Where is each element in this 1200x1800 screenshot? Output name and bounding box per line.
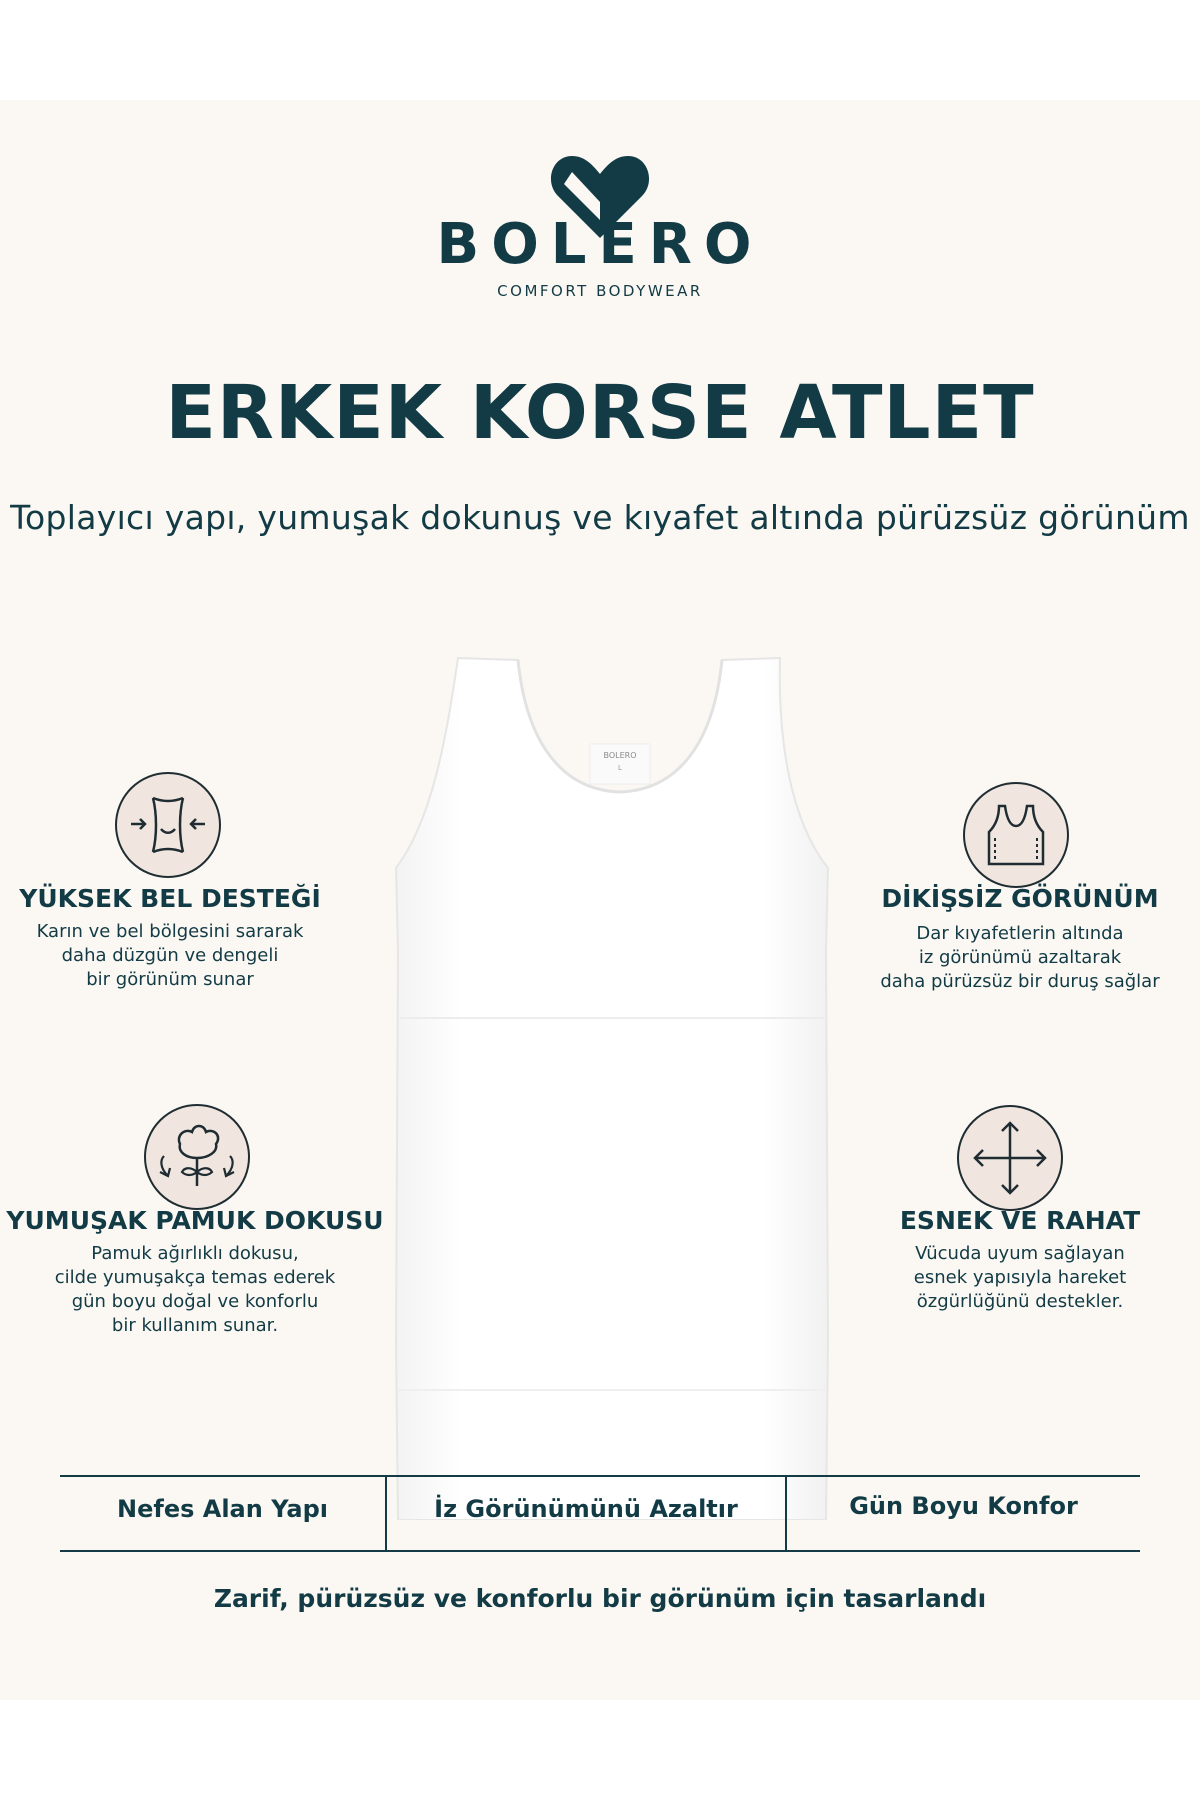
page-title: ERKEK KORSE ATLET bbox=[165, 370, 1035, 456]
feature-bar-top-rule bbox=[60, 1475, 1140, 1477]
bar-feature-reduces-marks: İz Görünümünü Azaltır bbox=[434, 1495, 738, 1523]
feature-title-stretch: ESNEK VE RAHAT bbox=[899, 1206, 1141, 1235]
waist-support-icon bbox=[115, 772, 221, 878]
brand-tagline: COMFORT BODYWEAR bbox=[497, 282, 703, 300]
tank-top-product-image bbox=[380, 620, 860, 1520]
infographic-canvas bbox=[0, 100, 1200, 1700]
feature-desc-seamless: Dar kıyafetlerin altında iz görünümü azaltarak daha pürüzsüz bir duruş sağlar bbox=[880, 923, 1160, 992]
brand-name: BOLERO bbox=[436, 212, 764, 277]
bar-feature-all-day-comfort: Gün Boyu Konfor bbox=[849, 1492, 1078, 1520]
feature-title-seamless: DİKİŞSİZ GÖRÜNÜM bbox=[881, 884, 1159, 913]
page-subtitle: Toplayıcı yapı, yumuşak dokunuş ve kıyafet altında pürüzsüz görünüm bbox=[10, 498, 1190, 537]
tank-top-icon bbox=[963, 782, 1069, 888]
feature-desc-waist: Karın ve bel bölgesini sararak daha düzgün ve dengeli bir görünüm sunar bbox=[36, 921, 304, 990]
shirt-label-size: L bbox=[618, 764, 622, 772]
cotton-icon bbox=[144, 1104, 250, 1210]
four-way-arrows-icon bbox=[957, 1105, 1063, 1211]
bar-feature-breathable: Nefes Alan Yapı bbox=[117, 1495, 328, 1523]
footer-note: Zarif, pürüzsüz ve konforlu bir görünüm için tasarlandı bbox=[213, 1584, 987, 1613]
feature-title-waist: YÜKSEK BEL DESTEĞİ bbox=[19, 884, 321, 913]
feature-bar-bottom-rule bbox=[60, 1550, 1140, 1552]
feature-title-cotton: YUMUŞAK PAMUK DOKUSU bbox=[6, 1206, 384, 1235]
shirt-label-brand: BOLERO bbox=[603, 751, 637, 760]
feature-desc-cotton: Pamuk ağırlıklı dokusu, cilde yumuşakça temas ederek gün boyu doğal ve konforlu bir kullanım sunar. bbox=[54, 1243, 336, 1336]
feature-desc-stretch: Vücuda uyum sağlayan esnek yapısıyla hareket özgürlüğünü destekler. bbox=[913, 1243, 1127, 1312]
